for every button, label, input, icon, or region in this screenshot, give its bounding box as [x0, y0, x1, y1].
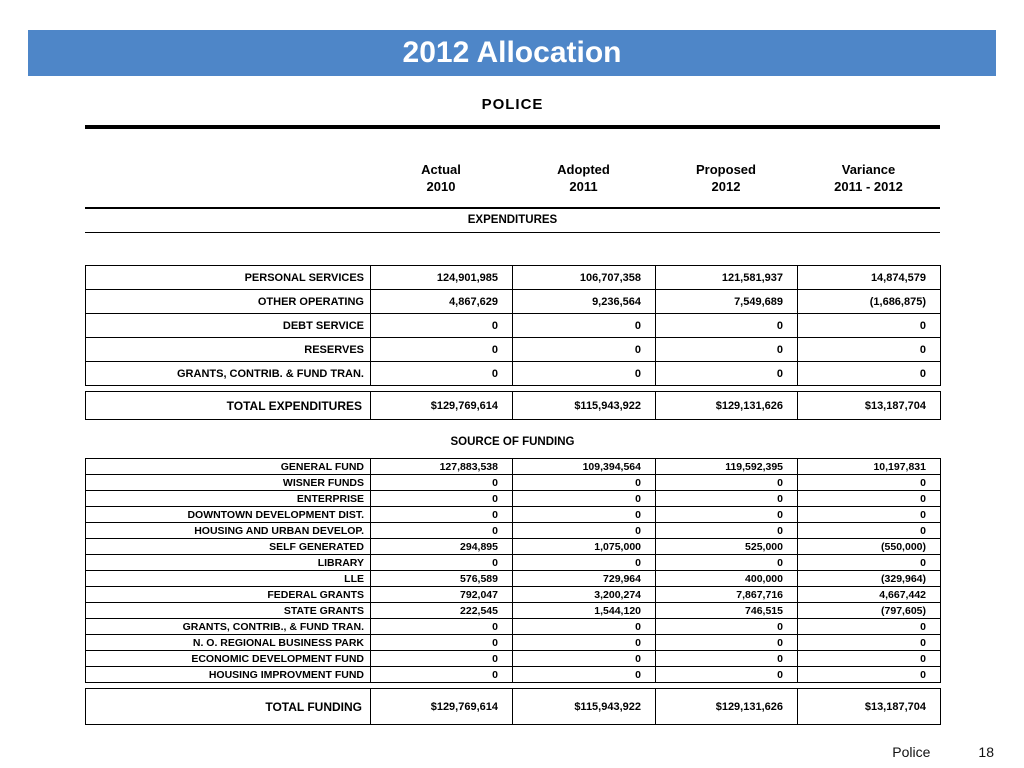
column-header-line: 2010 — [426, 179, 456, 194]
column-header-line: Variance — [841, 162, 896, 177]
row-value: 0 — [798, 667, 941, 683]
row-value: 10,197,831 — [798, 459, 941, 475]
funding-total-table — [85, 688, 941, 725]
table-row — [86, 651, 941, 667]
table-row — [86, 635, 941, 651]
row-label: FEDERAL GRANTS — [86, 587, 371, 603]
row-label: WISNER FUNDS — [86, 475, 371, 491]
row-value: 0 — [371, 651, 513, 667]
row-label: SELF GENERATED — [86, 539, 371, 555]
column-header-actual-2010 — [370, 161, 512, 195]
expenditures-table — [85, 265, 941, 386]
row-label: GENERAL FUND — [86, 459, 371, 475]
row-value: 109,394,564 — [513, 459, 656, 475]
row-value: 0 — [371, 338, 513, 362]
row-value: 0 — [513, 667, 656, 683]
row-label: LLE — [86, 571, 371, 587]
table-row — [86, 362, 941, 386]
table-row — [86, 314, 941, 338]
table-row — [86, 491, 941, 507]
total-row — [86, 392, 941, 420]
row-value: 0 — [656, 362, 798, 386]
row-value: 0 — [656, 338, 798, 362]
row-value: 0 — [371, 635, 513, 651]
column-header-line: Proposed — [696, 162, 756, 177]
row-value: 0 — [371, 491, 513, 507]
column-header-adopted-2011 — [512, 161, 655, 195]
total-value: $115,943,922 — [513, 689, 656, 725]
row-value: 0 — [656, 491, 798, 507]
row-value: 124,901,985 — [371, 266, 513, 290]
row-value: 127,883,538 — [371, 459, 513, 475]
row-label: LIBRARY — [86, 555, 371, 571]
table-row — [86, 266, 941, 290]
column-headers — [85, 161, 940, 195]
row-value: 0 — [798, 362, 941, 386]
row-value: (550,000) — [798, 539, 941, 555]
table-row — [86, 523, 941, 539]
row-value: (1,686,875) — [798, 290, 941, 314]
row-value: 4,867,629 — [371, 290, 513, 314]
row-label: ENTERPRISE — [86, 491, 371, 507]
total-value: $115,943,922 — [513, 392, 656, 420]
row-label: GRANTS, CONTRIB., & FUND TRAN. — [86, 619, 371, 635]
footer-label: Police — [892, 744, 931, 760]
column-header-variance — [797, 161, 940, 195]
row-value: 0 — [656, 523, 798, 539]
footer — [892, 744, 994, 760]
row-value: 1,544,120 — [513, 603, 656, 619]
page-number: 18 — [978, 744, 994, 760]
table-row — [86, 555, 941, 571]
column-header-line: 2012 — [711, 179, 741, 194]
row-value: 0 — [371, 507, 513, 523]
row-value: 294,895 — [371, 539, 513, 555]
row-value: 0 — [798, 651, 941, 667]
total-value: $129,769,614 — [371, 689, 513, 725]
table-row — [86, 603, 941, 619]
row-value: 106,707,358 — [513, 266, 656, 290]
row-value: 0 — [656, 555, 798, 571]
table-row — [86, 539, 941, 555]
row-value: 0 — [798, 619, 941, 635]
row-value: 729,964 — [513, 571, 656, 587]
column-header-line: 2011 - 2012 — [834, 179, 903, 194]
row-value: 0 — [798, 475, 941, 491]
row-label: N. O. REGIONAL BUSINESS PARK — [86, 635, 371, 651]
column-header-proposed-2012 — [655, 161, 797, 195]
row-value: 0 — [371, 362, 513, 386]
divider-thin — [85, 232, 940, 233]
row-value: 525,000 — [656, 539, 798, 555]
row-label: ECONOMIC DEVELOPMENT FUND — [86, 651, 371, 667]
section-title-funding: SOURCE OF FUNDING — [450, 436, 575, 448]
row-label: DEBT SERVICE — [86, 314, 371, 338]
row-value: 0 — [513, 362, 656, 386]
row-value: 0 — [798, 314, 941, 338]
total-row — [86, 689, 941, 725]
row-value: 0 — [798, 507, 941, 523]
row-value: 0 — [656, 667, 798, 683]
row-value: 0 — [513, 619, 656, 635]
row-label: GRANTS, CONTRIB. & FUND TRAN. — [86, 362, 371, 386]
row-value: 400,000 — [656, 571, 798, 587]
divider-thick — [85, 125, 940, 129]
row-label: PERSONAL SERVICES — [86, 266, 371, 290]
row-label: DOWNTOWN DEVELOPMENT DIST. — [86, 507, 371, 523]
row-value: 0 — [513, 475, 656, 491]
slide-title-bar — [28, 30, 996, 76]
row-label: HOUSING AND URBAN DEVELOP. — [86, 523, 371, 539]
row-label: RESERVES — [86, 338, 371, 362]
row-value: 14,874,579 — [798, 266, 941, 290]
row-value: 7,867,716 — [656, 587, 798, 603]
row-value: (329,964) — [798, 571, 941, 587]
page-title: POLICE — [481, 96, 544, 113]
funding-table — [85, 458, 941, 683]
column-header-line: 2011 — [569, 179, 598, 194]
row-value: 0 — [798, 523, 941, 539]
row-value: 0 — [371, 555, 513, 571]
row-value: 0 — [656, 635, 798, 651]
section-title-expenditures: EXPENDITURES — [467, 214, 558, 226]
row-value: (797,605) — [798, 603, 941, 619]
row-value: 0 — [513, 491, 656, 507]
row-label: OTHER OPERATING — [86, 290, 371, 314]
row-value: 0 — [656, 475, 798, 491]
column-header-spacer — [85, 161, 370, 195]
table-row — [86, 507, 941, 523]
row-label: STATE GRANTS — [86, 603, 371, 619]
total-label: TOTAL FUNDING — [86, 689, 371, 725]
row-label: HOUSING IMPROVMENT FUND — [86, 667, 371, 683]
table-row — [86, 475, 941, 491]
budget-report — [85, 96, 940, 725]
row-value: 1,075,000 — [513, 539, 656, 555]
total-value: $13,187,704 — [798, 392, 941, 420]
row-value: 121,581,937 — [656, 266, 798, 290]
row-value: 0 — [798, 555, 941, 571]
total-value: $129,131,626 — [656, 689, 798, 725]
row-value: 0 — [513, 651, 656, 667]
row-value: 746,515 — [656, 603, 798, 619]
table-row — [86, 667, 941, 683]
column-header-line: Actual — [421, 162, 461, 177]
row-value: 222,545 — [371, 603, 513, 619]
table-row — [86, 290, 941, 314]
row-value: 0 — [371, 475, 513, 491]
row-value: 0 — [513, 507, 656, 523]
row-value: 0 — [371, 523, 513, 539]
total-value: $129,131,626 — [656, 392, 798, 420]
row-value: 0 — [371, 314, 513, 338]
row-value: 0 — [513, 555, 656, 571]
row-value: 0 — [513, 635, 656, 651]
table-row — [86, 459, 941, 475]
row-value: 3,200,274 — [513, 587, 656, 603]
row-value: 0 — [513, 314, 656, 338]
table-row — [86, 338, 941, 362]
row-value: 0 — [513, 338, 656, 362]
row-value: 4,667,442 — [798, 587, 941, 603]
row-value: 0 — [656, 619, 798, 635]
row-value: 0 — [371, 619, 513, 635]
row-value: 119,592,395 — [656, 459, 798, 475]
expenditures-total-table — [85, 391, 941, 420]
total-label: TOTAL EXPENDITURES — [86, 392, 371, 420]
row-value: 576,589 — [371, 571, 513, 587]
total-value: $129,769,614 — [371, 392, 513, 420]
slide-title: 2012 Allocation — [402, 36, 622, 69]
row-value: 0 — [371, 667, 513, 683]
row-value: 7,549,689 — [656, 290, 798, 314]
table-row — [86, 619, 941, 635]
row-value: 0 — [656, 651, 798, 667]
row-value: 0 — [656, 507, 798, 523]
row-value: 0 — [798, 338, 941, 362]
row-value: 0 — [798, 491, 941, 507]
table-row — [86, 587, 941, 603]
row-value: 9,236,564 — [513, 290, 656, 314]
row-value: 0 — [656, 314, 798, 338]
row-value: 0 — [798, 635, 941, 651]
row-value: 0 — [513, 523, 656, 539]
row-value: 792,047 — [371, 587, 513, 603]
total-value: $13,187,704 — [798, 689, 941, 725]
table-row — [86, 571, 941, 587]
column-header-line: Adopted — [557, 162, 610, 177]
